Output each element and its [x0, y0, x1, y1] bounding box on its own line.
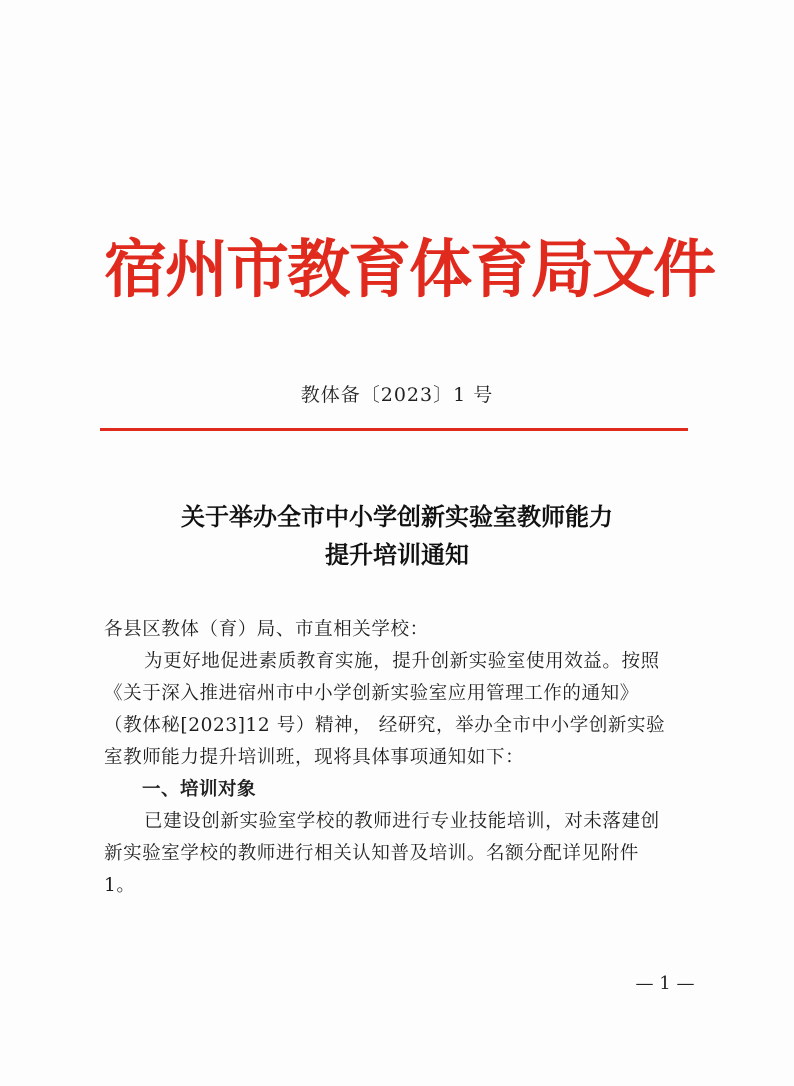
document-number: 教体备〔2023〕1 号: [300, 384, 494, 406]
section-1-line-2: 新实验室学校的教师进行相关认知普及培训。名额分配详见附件: [104, 843, 639, 864]
paragraph-1-line-4: 室教师能力提升培训班，现将具体事项通知如下：: [104, 747, 525, 768]
notice-body: [104, 614, 698, 902]
paragraph-1-line-1: 为更好地促进素质教育实施，提升创新实验室使用效益。按照: [144, 651, 660, 672]
notice-title-line-2: 提升培训通知: [325, 540, 469, 569]
notice-title: [100, 498, 694, 574]
page-number: — 1 —: [635, 973, 695, 994]
salutation: 各县区教体（育）局、市直相关学校：: [104, 619, 429, 640]
section-1-heading: 一、培训对象: [142, 779, 257, 800]
section-1-line-1: 已建设创新实验室学校的教师进行专业技能培训，对未落建创: [144, 811, 660, 832]
section-1-line-3: 1。: [104, 875, 136, 896]
issuer-title: 宿州市教育体育局文件: [104, 232, 714, 306]
notice-title-line-1: 关于举办全市中小学创新实验室教师能力: [181, 502, 613, 531]
paragraph-1-line-2: 《关于深入推进宿州市中小学创新实验室应用管理工作的通知》: [104, 683, 639, 704]
paragraph-1-line-3: （教体秘[2023]12 号）精神， 经研究，举办全市中小学创新实验: [104, 715, 666, 736]
red-divider-line: [100, 428, 688, 431]
